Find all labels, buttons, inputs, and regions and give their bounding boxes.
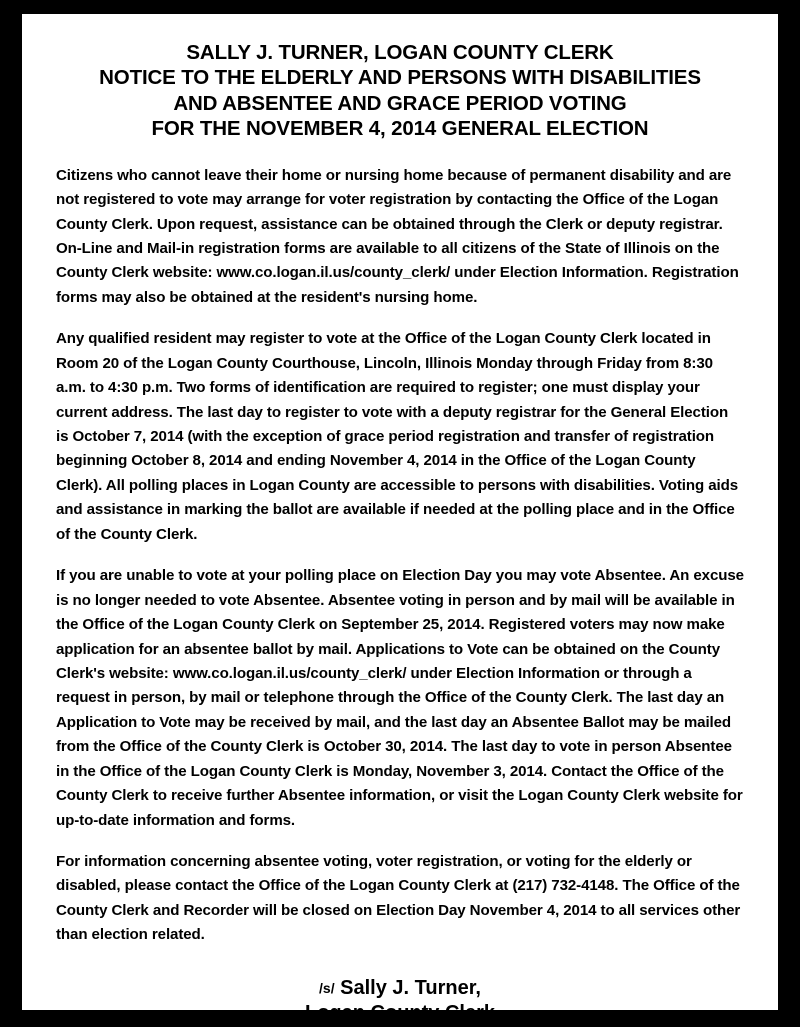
paragraph-contact-information: For information concerning absentee voting, voter registration, or voting for the elderly or disabled, please contact the Office of the Logan County Clerk at (217) 732-4148. The Office of the County Clerk and Recorder will be closed on Election Day November 4, 2014 to all services other than election related. (56, 853, 741, 944)
paragraph-absentee-voting: If you are unable to vote at your polling place on Election Day you may vote Absentee. An excuse is no longer needed to vote Absentee. Absentee voting in person and by mail will be available in the Office of the Logan County Clerk on September 25, 2014. Registered voters may now make application for an absentee ballot by mail. Applications to Vote can be obtained on the County Clerk's website: www.co.logan.il.us/county_clerk/ under Election Information or through a request in person, by mail or telephone through the Office of the County Clerk. The last day an Application to Vote may be received by mail, and the last day an Absentee Ballot may be mailed from the Office of the County Clerk is October 30, 2014. The last day to vote in person Absentee in the Office of the Logan County Clerk is Monday, November 3, 2014. Contact the Office of the County Clerk to receive further Absentee information, or visit the Logan County Clerk website for up-to-date information and forms. (56, 567, 744, 829)
paragraph-registration: Citizens who cannot leave their home or nursing home because of permanent disability and are not registered to vote may arrange for voter registration by contacting the Office of the Logan County Clerk. Upon request, assistance can be obtained through the Clerk or deputy registrar. On-Line and Mail-in registration forms are available to all citizens of the State of Illinois on the County Clerk website: www.co.logan.il.us/county_clerk/ under Election Information. Registration forms may also be obtained at the resident's nursing home. (56, 166, 739, 306)
signature-prefix: /s/ (319, 979, 335, 996)
notice-header (56, 40, 744, 142)
notice-page (22, 14, 778, 1025)
header-line-2: NOTICE TO THE ELDERLY AND PERSONS WITH DISABILITIES (99, 66, 701, 90)
header-line-4: FOR THE NOVEMBER 4, 2014 GENERAL ELECTION (151, 117, 649, 141)
header-line-1: SALLY J. TURNER, LOGAN COUNTY CLERK (186, 41, 614, 64)
signature-title: Logan County Clerk (304, 1002, 495, 1025)
signature-block (56, 976, 744, 1027)
paragraph-qualified-resident: Any qualified resident may register to vote at the Office of the Logan County Clerk located in Room 20 of the Logan County Courthouse, Lincoln, Illinois Monday through Friday from 8:30 a.m. to 4:30 p.m. Two forms of identification are required to register; one must display your current address. The last day to register to vote with a deputy registrar for the General Election is October 7, 2014 (with the exception of grace period registration and transfer of registration beginning October 8, 2014 and ending November 4, 2014 in the Office of the Logan County Clerk). All polling places in Logan County are accessible to persons with disabilities. Voting aids and assistance in marking the ballot are available if needed at the polling place and in the Office of the County Clerk. (56, 330, 739, 543)
header-line-3: AND ABSENTEE AND GRACE PERIOD VOTING (173, 91, 627, 115)
notice-body (56, 164, 744, 948)
signature-name-line (56, 976, 744, 1002)
signature-name: Sally J. Turner, (340, 976, 481, 999)
